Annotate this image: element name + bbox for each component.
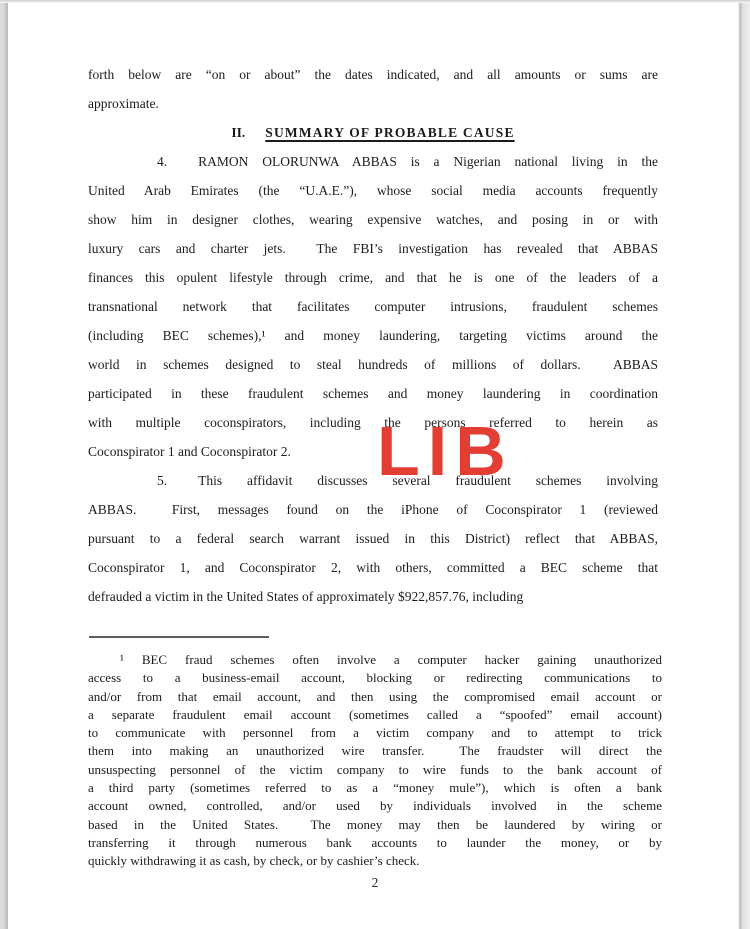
footnote-line: a third party (sometimes referred to as a “money mule”), which is often a bank	[88, 780, 662, 796]
section-title: SUMMARY OF PROBABLE CAUSE	[265, 125, 515, 140]
footnote-line: transferring it through numerous bank accounts to launder the money, or by	[88, 834, 662, 850]
footnote-line: quickly withdrawing it as cash, by check, or by cashier’s check.	[88, 853, 420, 869]
section-heading	[88, 118, 658, 147]
footnote-separator	[89, 636, 269, 638]
paragraph-4-first-line	[88, 147, 658, 176]
footnote-lines	[88, 669, 662, 870]
body-line: show him in designer clothes, wearing expensive watches, and posing in or with	[88, 212, 658, 227]
body-line: Coconspirator 1, and Coconspirator 2, with others, committed a BEC scheme that	[88, 560, 658, 575]
body-line: United Arab Emirates (the “U.A.E.”), whose social media accounts frequently	[88, 183, 658, 198]
body-line: defrauded a victim in the United States of approximately $922,857.76, including	[88, 589, 524, 604]
body-line: world in schemes designed to steal hundreds of millions of dollars. ABBAS	[88, 357, 658, 372]
body-line: participated in these fraudulent schemes and money laundering in coordination	[88, 386, 658, 401]
paragraph-5-first-line	[88, 466, 658, 495]
body-line: transnational network that facilitates computer intrusions, fraudulent schemes	[88, 299, 658, 314]
paragraph-4-lines	[88, 176, 658, 466]
footnote-line: and/or from that email account, and then using the compromised email account or	[88, 688, 662, 704]
footnote-line: a separate fraudulent email account (sometimes called a “spoofed” email account)	[88, 706, 662, 722]
body-line: with multiple coconspirators, including the persons referred to herein as	[88, 415, 658, 430]
footnote-first-line: ¹ BEC fraud schemes often involve a computer hacker gaining unauthorized	[120, 652, 662, 667]
page-number: 2	[371, 875, 379, 890]
body-line: finances this opulent lifestyle through crime, and that he is one of the leaders of a	[88, 270, 658, 285]
body-line: pursuant to a federal search warrant issued in this District) reflect that ABBAS,	[88, 531, 658, 546]
body-line: ABBAS. First, messages found on the iPhone of Coconspirator 1 (reviewed	[88, 502, 658, 517]
footnote-line: unsuspecting personnel of the victim company to wire funds to the bank account of	[88, 761, 662, 777]
footnote-line: them into making an unauthorized wire transfer. The fraudster will direct the	[88, 743, 662, 759]
footnote-line: access to a business-email account, blocking or redirecting communications to	[88, 670, 662, 686]
body-line: (including BEC schemes),¹ and money laundering, targeting victims around the	[88, 328, 658, 343]
intro-paragraph	[88, 60, 658, 118]
footnote-line: to communicate with personnel from a victim company and to attempt to trick	[88, 725, 662, 741]
paragraph-4	[88, 147, 658, 466]
footnote	[88, 651, 662, 871]
paragraph-number: 5.	[157, 473, 168, 488]
body-line: luxury cars and charter jets. The FBI’s investigation has revealed that ABBAS	[88, 241, 658, 256]
body-line: approximate.	[88, 96, 159, 111]
body-line: forth below are “on or about” the dates indicated, and all amounts or sums are	[88, 67, 658, 82]
paragraph-number: 4.	[157, 154, 168, 169]
paragraph-5-lines	[88, 495, 658, 611]
paragraph-text: RAMON OLORUNWA ABBAS is a Nigerian national living in the	[198, 154, 658, 169]
footnote-line: account owned, controlled, and/or used by individuals involved in the scheme	[88, 798, 662, 814]
watermark: LIB	[377, 412, 514, 490]
body-text	[88, 60, 658, 611]
section-numeral: II.	[231, 125, 246, 140]
paragraph-5	[88, 466, 658, 611]
body-line: Coconspirator 1 and Coconspirator 2.	[88, 444, 291, 459]
footnote-line: based in the United States. The money may then be laundered by wiring or	[88, 816, 662, 832]
paragraph-text: This affidavit discusses several fraudulent schemes involving	[198, 473, 658, 488]
